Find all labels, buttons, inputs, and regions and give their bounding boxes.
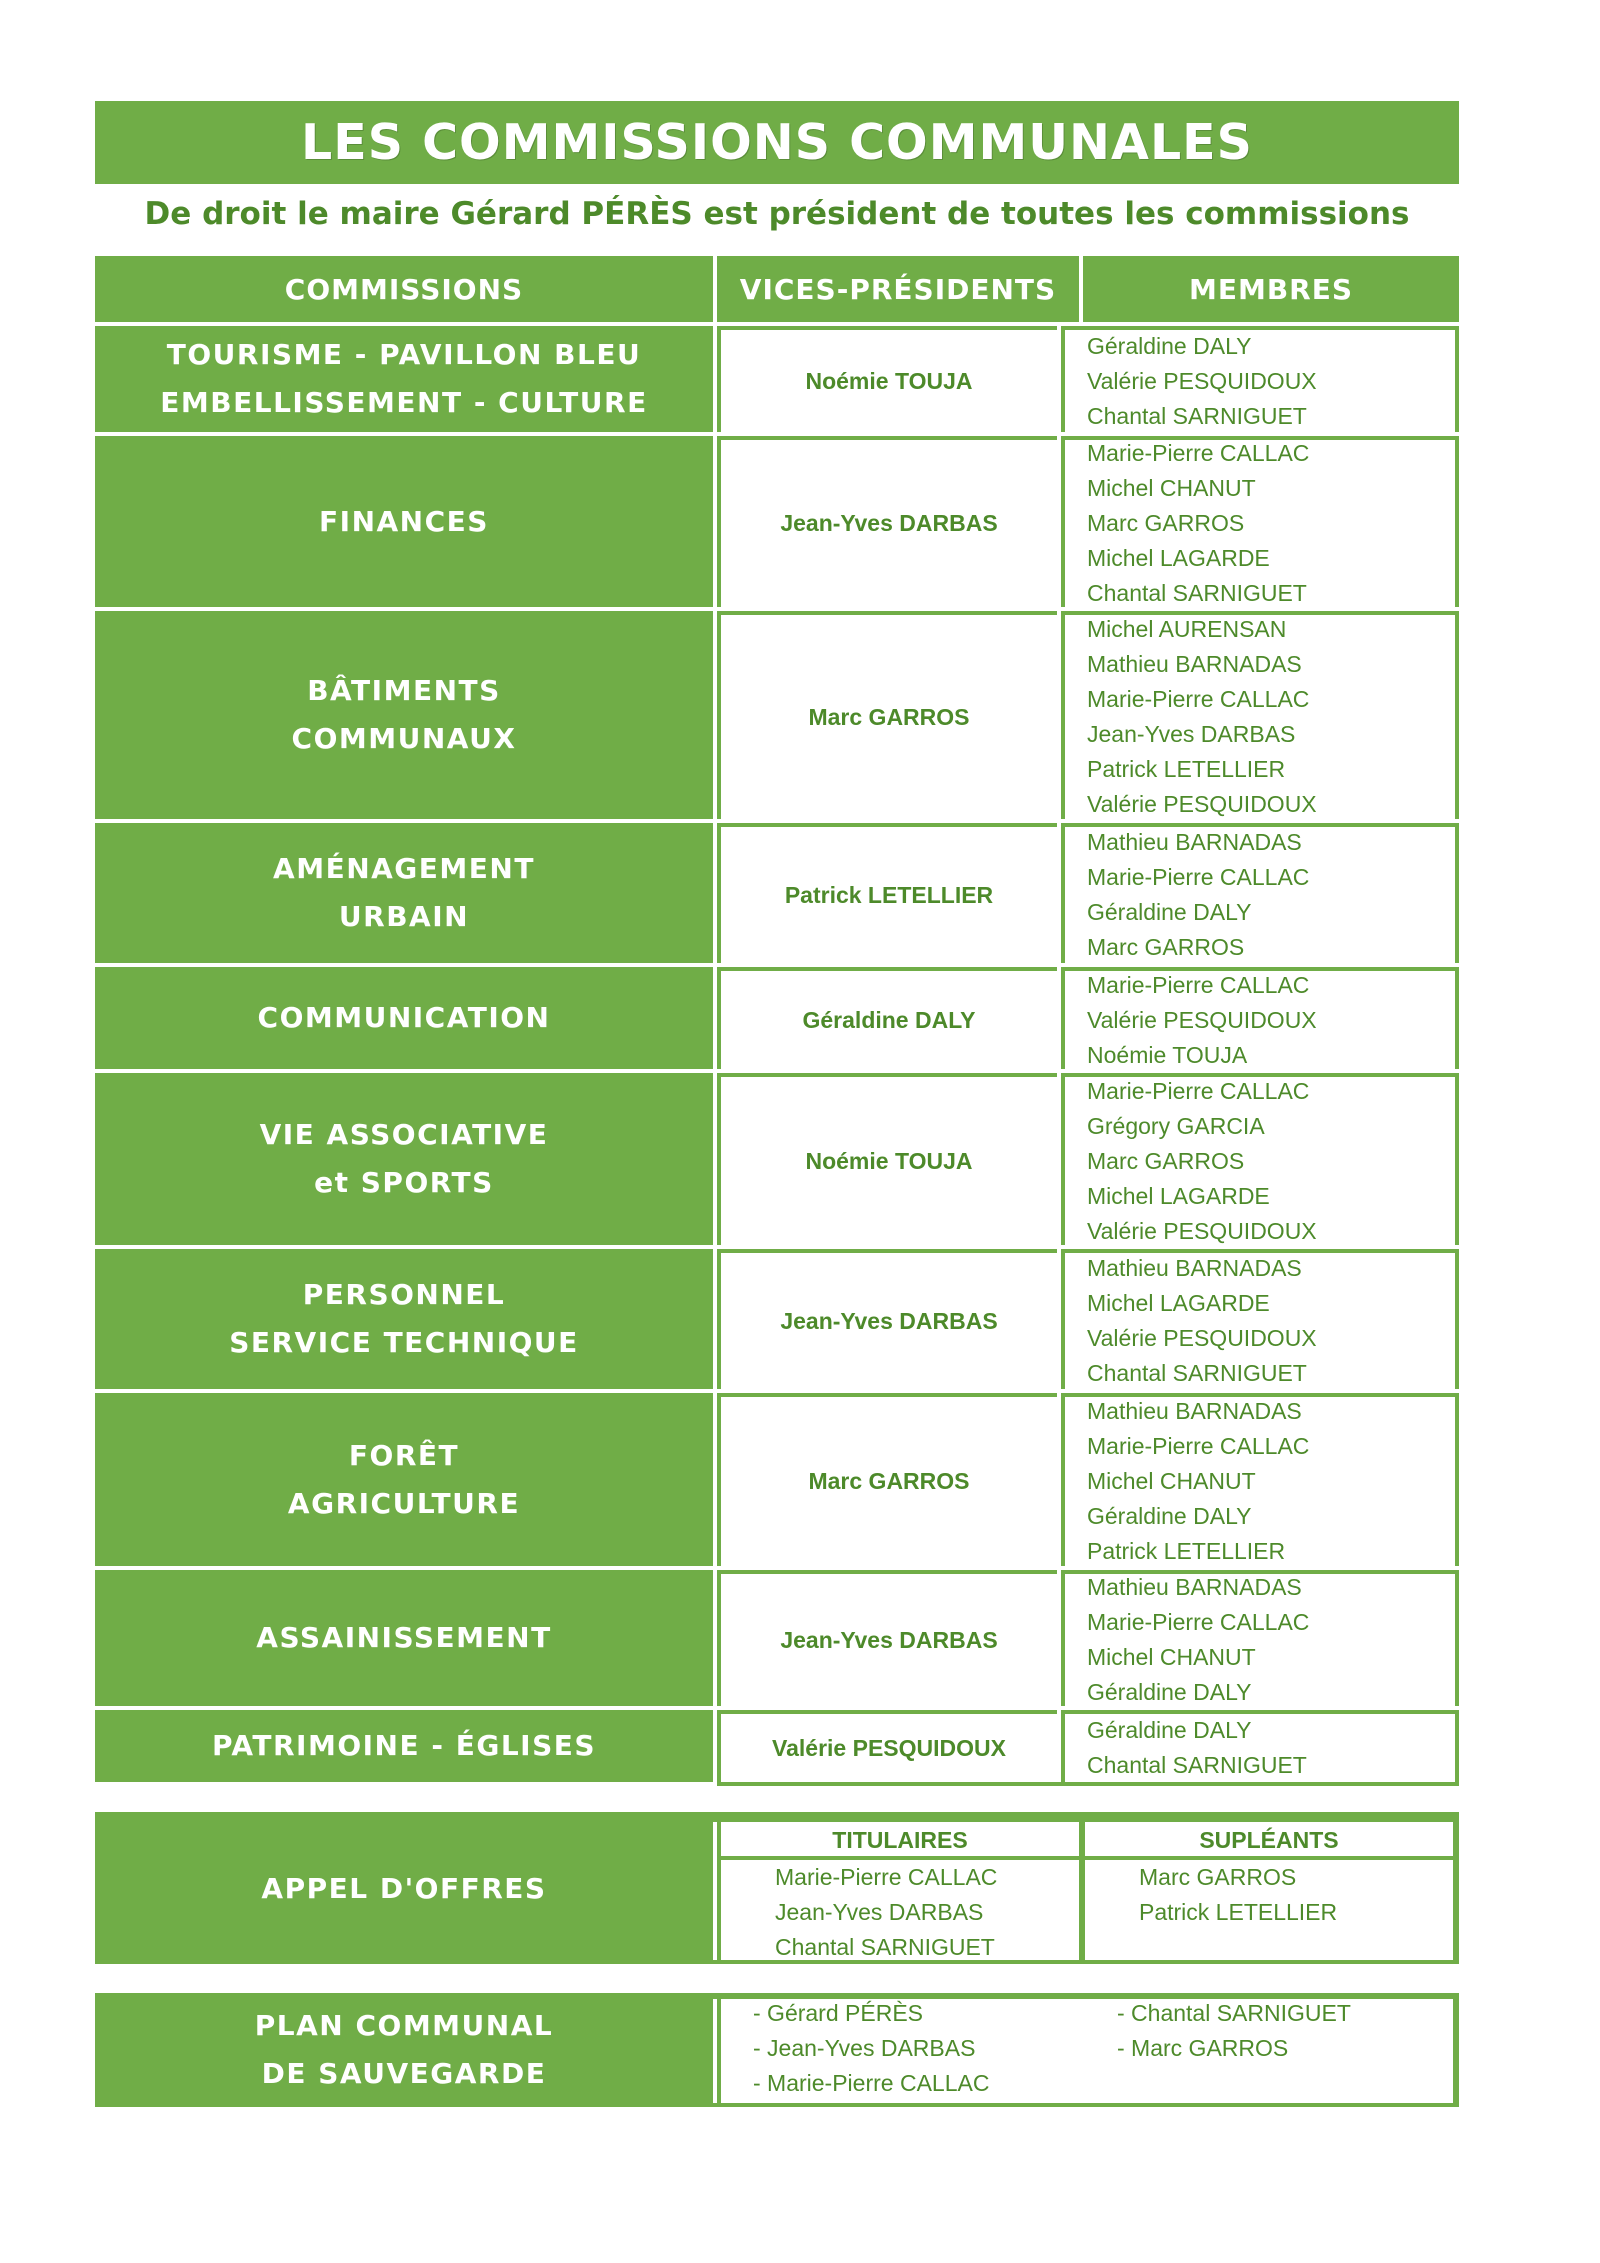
commission-name-line: FINANCES: [319, 504, 489, 538]
titulaires-label: TITULAIRES: [832, 1827, 968, 1853]
commission-name-line: TOURISME - PAVILLON BLEU: [166, 338, 642, 371]
commission-name-line: AMÉNAGEMENT: [273, 852, 535, 885]
commission-name-line: COMMUNICATION: [257, 1001, 551, 1034]
commission-name-line: SERVICE TECHNIQUE: [229, 1326, 579, 1359]
members-list: [1061, 1570, 1459, 1706]
commission-name: [95, 1249, 713, 1389]
list-item: Chantal SARNIGUET: [775, 1934, 995, 1960]
vice-president: Jean-Yves DARBAS: [717, 1249, 1057, 1389]
commission-row: [95, 823, 1459, 963]
member-name: Michel LAGARDE: [1087, 1290, 1270, 1316]
list-item: - Gérard PÉRÈS: [753, 2000, 923, 2026]
member-name: Patrick LETELLIER: [1087, 756, 1286, 782]
plan-sauvegarde-list-left: [753, 1996, 989, 2101]
commission-name-line: COMMUNAUX: [291, 722, 517, 755]
member-name: Mathieu BARNADAS: [1087, 829, 1302, 855]
page-title: LES COMMISSIONS COMMUNALES: [95, 101, 1459, 184]
member-name: Marie-Pierre CALLAC: [1087, 1609, 1310, 1635]
commission-name-line: PATRIMOINE - ÉGLISES: [211, 1729, 597, 1762]
plan-sauvegarde-title-line-2: DE SAUVEGARDE: [261, 2057, 547, 2090]
list-item: - Chantal SARNIGUET: [1117, 2000, 1351, 2026]
member-name: Patrick LETELLIER: [1087, 1538, 1286, 1564]
commission-row: [95, 1393, 1459, 1566]
titulaires-list: [775, 1860, 997, 1965]
commission-name-line: et SPORTS: [314, 1166, 494, 1199]
list-item: Patrick LETELLIER: [1139, 1899, 1338, 1925]
vice-president: Noémie TOUJA: [717, 1073, 1057, 1245]
vice-president: Noémie TOUJA: [717, 326, 1057, 432]
plan-sauvegarde-title-line-1: PLAN COMMUNAL: [254, 2009, 554, 2042]
commission-name-line: AGRICULTURE: [287, 1486, 521, 1520]
commission-name: [95, 823, 713, 963]
commission-name: [95, 436, 713, 607]
members-list: [1061, 967, 1459, 1069]
commission-row: [95, 1570, 1459, 1706]
member-name: Noémie TOUJA: [1087, 1041, 1248, 1068]
page-subtitle: De droit le maire Gérard PÉRÈS est président de toutes les commissions: [144, 196, 1410, 232]
member-name: Géraldine DALY: [1087, 899, 1252, 925]
member-name: Chantal SARNIGUET: [1087, 1360, 1307, 1386]
commission-name: [95, 1570, 713, 1706]
member-name: Marc GARROS: [1087, 1147, 1245, 1174]
member-name: Michel CHANUT: [1087, 1644, 1256, 1670]
plan-sauvegarde-title: [95, 1993, 713, 2107]
member-name: Michel LAGARDE: [1087, 545, 1270, 571]
commission-name: [95, 967, 713, 1069]
commission-name-line: EMBELLISSEMENT - CULTURE: [160, 386, 648, 419]
member-name: Mathieu BARNADAS: [1087, 1398, 1302, 1424]
member-name: Marie-Pierre CALLAC: [1087, 686, 1310, 712]
member-name: Michel CHANUT: [1087, 1468, 1256, 1494]
commission-name-line: PERSONNEL: [302, 1278, 506, 1311]
vice-president: Patrick LETELLIER: [717, 823, 1057, 963]
plan-sauvegarde-list-right: [1117, 1996, 1351, 2066]
member-name: Mathieu BARNADAS: [1087, 651, 1302, 677]
commission-name-line: ASSAINISSEMENT: [256, 1621, 552, 1654]
commission-name: [95, 1073, 713, 1245]
member-name: Marie-Pierre CALLAC: [1087, 1433, 1310, 1459]
member-name: Michel CHANUT: [1087, 475, 1256, 501]
commission-name-line: VIE ASSOCIATIVE: [259, 1118, 549, 1151]
vice-president: Marc GARROS: [717, 1393, 1057, 1566]
member-name: Marie-Pierre CALLAC: [1087, 864, 1310, 890]
members-list: [1061, 326, 1459, 432]
commission-row: [95, 1710, 1459, 1782]
commission-row: [95, 967, 1459, 1069]
commission-name-line: URBAIN: [338, 900, 470, 933]
member-name: Valérie PESQUIDOUX: [1087, 1325, 1317, 1351]
list-item: - Jean-Yves DARBAS: [753, 2035, 976, 2061]
supleants-list: [1139, 1860, 1337, 1930]
member-name: Chantal SARNIGUET: [1087, 580, 1307, 606]
members-list: [1061, 436, 1459, 607]
commission-name: [95, 1710, 713, 1782]
member-name: Marc GARROS: [1087, 510, 1245, 536]
member-name: Valérie PESQUIDOUX: [1087, 367, 1317, 394]
header-commissions: COMMISSIONS: [95, 256, 713, 322]
vice-president: Jean-Yves DARBAS: [717, 1570, 1057, 1706]
appel-offres-section: [95, 1812, 1459, 1964]
list-item: Jean-Yves DARBAS: [775, 1899, 984, 1925]
member-name: Marie-Pierre CALLAC: [1087, 971, 1310, 998]
commission-row: [95, 611, 1459, 819]
commission-name-line: FORÊT: [348, 1438, 460, 1472]
member-name: Géraldine DALY: [1087, 1717, 1252, 1743]
member-name: Mathieu BARNADAS: [1087, 1574, 1302, 1600]
member-name: Marie-Pierre CALLAC: [1087, 1077, 1310, 1104]
member-name: Grégory GARCIA: [1087, 1112, 1265, 1139]
member-name: Mathieu BARNADAS: [1087, 1255, 1302, 1281]
commission-row: [95, 436, 1459, 607]
member-name: Valérie PESQUIDOUX: [1087, 791, 1317, 817]
header-vice-presidents: VICES-PRÉSIDENTS: [717, 256, 1079, 322]
commission-name: [95, 1393, 713, 1566]
commission-name: [95, 611, 713, 819]
commission-row: [95, 326, 1459, 432]
member-name: Chantal SARNIGUET: [1087, 1752, 1307, 1778]
member-name: Marie-Pierre CALLAC: [1087, 440, 1310, 466]
member-name: Michel AURENSAN: [1087, 616, 1287, 642]
member-name: Jean-Yves DARBAS: [1087, 721, 1296, 747]
members-list: [1061, 611, 1459, 819]
member-name: Michel LAGARDE: [1087, 1182, 1270, 1209]
member-name: Valérie PESQUIDOUX: [1087, 1217, 1317, 1244]
commission-name-line: BÂTIMENTS: [307, 674, 501, 707]
commission-row: [95, 1249, 1459, 1389]
table-bottom-border: [717, 1782, 1459, 1786]
list-item: - Marc GARROS: [1117, 2035, 1289, 2061]
member-name: Chantal SARNIGUET: [1087, 402, 1307, 429]
members-list: [1061, 1249, 1459, 1389]
member-name: Marc GARROS: [1087, 934, 1245, 960]
vice-president: Jean-Yves DARBAS: [717, 436, 1057, 607]
members-list: [1061, 1710, 1459, 1782]
members-list: [1061, 1393, 1459, 1566]
header-members: MEMBRES: [1083, 256, 1459, 322]
list-item: - Marie-Pierre CALLAC: [753, 2070, 990, 2096]
member-name: Géraldine DALY: [1087, 1503, 1252, 1529]
member-name: Géraldine DALY: [1087, 1679, 1252, 1705]
vice-president: Marc GARROS: [717, 611, 1057, 819]
appel-offres-title: APPEL D'OFFRES: [95, 1812, 713, 1964]
members-list: [1061, 823, 1459, 963]
members-list: [1061, 1073, 1459, 1245]
commission-name: [95, 326, 713, 432]
member-name: Valérie PESQUIDOUX: [1087, 1006, 1317, 1033]
commission-row: [95, 1073, 1459, 1245]
vice-president: Valérie PESQUIDOUX: [717, 1710, 1057, 1782]
vice-president: Géraldine DALY: [717, 967, 1057, 1069]
member-name: Géraldine DALY: [1087, 332, 1252, 359]
plan-sauvegarde-section: [95, 1993, 1459, 2107]
supleants-label: SUPLÉANTS: [1199, 1827, 1339, 1853]
list-item: Marc GARROS: [1139, 1864, 1297, 1890]
list-item: Marie-Pierre CALLAC: [775, 1864, 998, 1890]
